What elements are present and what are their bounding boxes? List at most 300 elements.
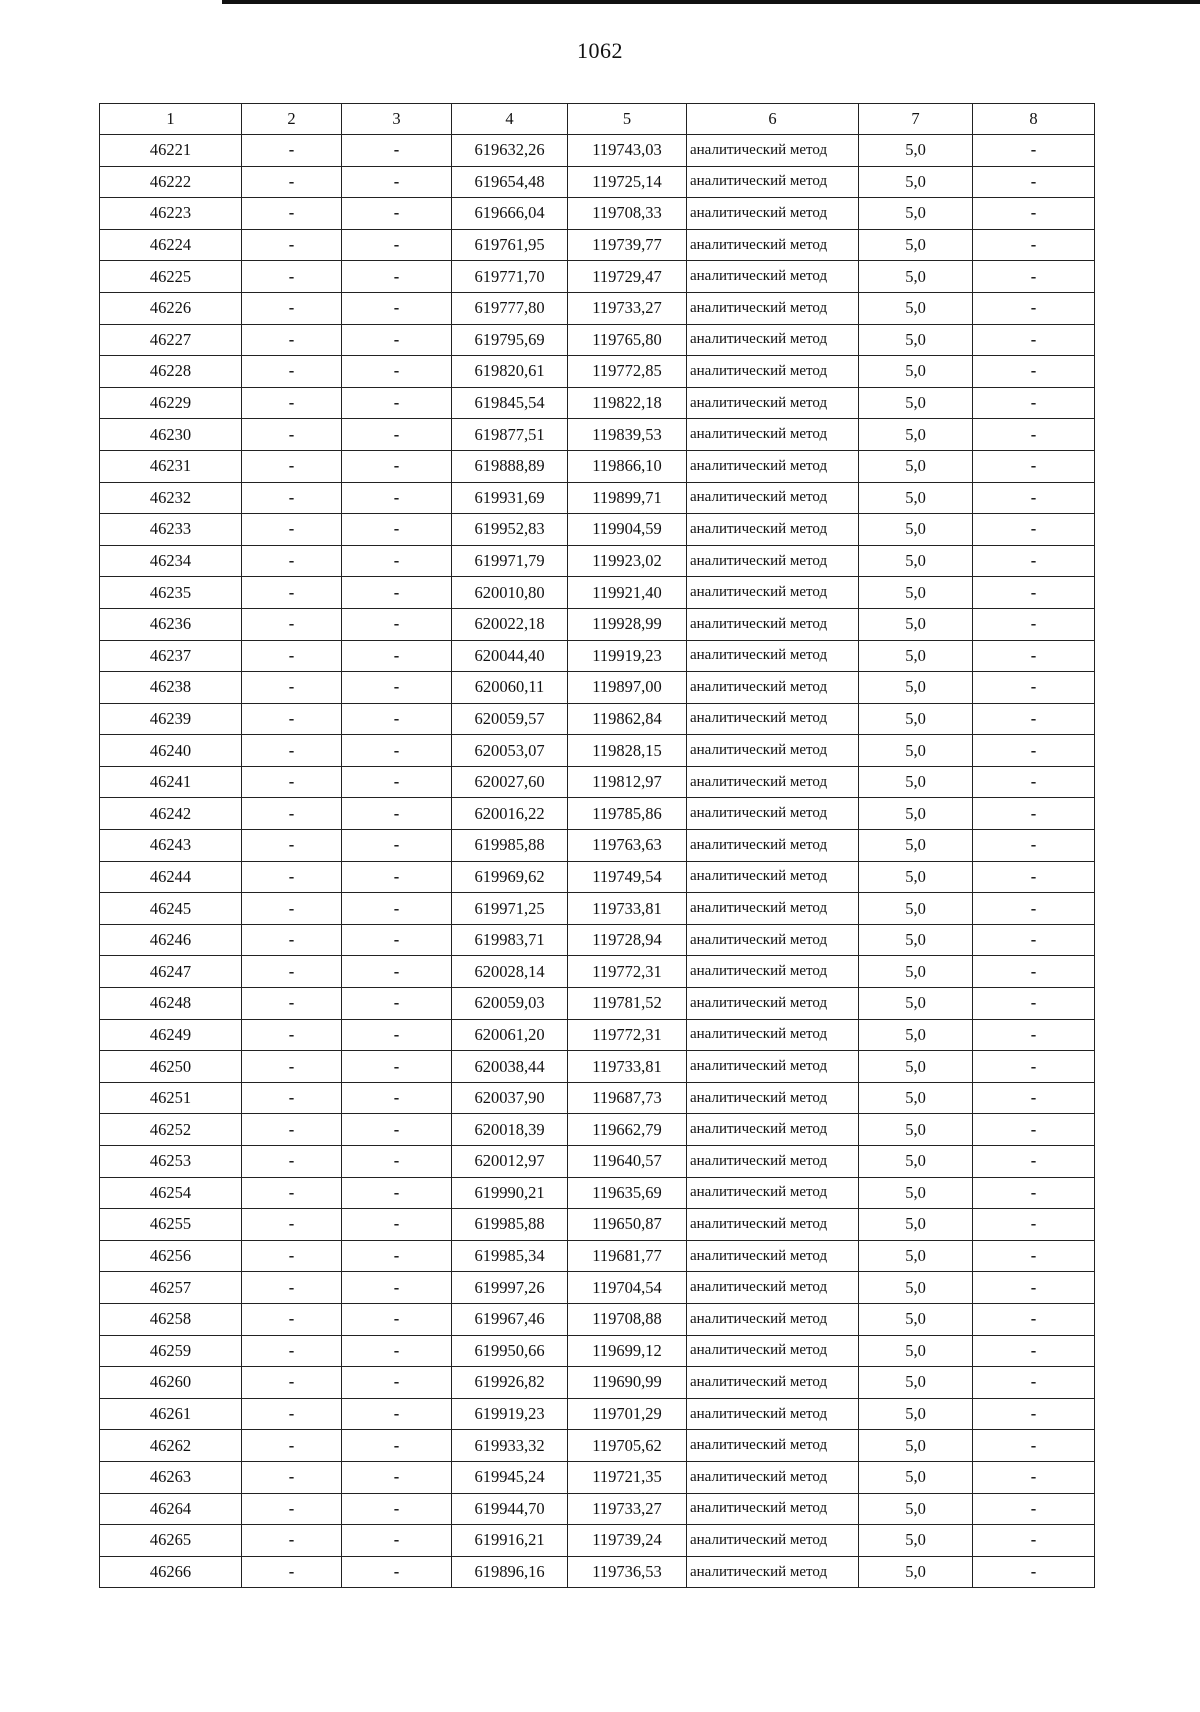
col8-cell: -: [973, 450, 1095, 482]
method-cell: аналитический метод: [687, 672, 859, 704]
col2-cell: -: [242, 450, 342, 482]
y-coordinate-cell: 119765,80: [568, 324, 687, 356]
x-coordinate-cell: 620044,40: [452, 640, 568, 672]
accuracy-cell: 5,0: [859, 1114, 973, 1146]
point-number-cell: 46248: [100, 988, 242, 1020]
column-header: 7: [859, 104, 973, 135]
accuracy-cell: 5,0: [859, 1177, 973, 1209]
point-number-cell: 46255: [100, 1209, 242, 1241]
table-row: [100, 229, 1095, 261]
method-cell: аналитический метод: [687, 830, 859, 862]
point-number-cell: 46256: [100, 1240, 242, 1272]
method-cell: аналитический метод: [687, 640, 859, 672]
accuracy-cell: 5,0: [859, 1051, 973, 1083]
y-coordinate-cell: 119699,12: [568, 1335, 687, 1367]
col3-cell: -: [342, 640, 452, 672]
table-row: [100, 1082, 1095, 1114]
table-row: [100, 324, 1095, 356]
y-coordinate-cell: 119923,02: [568, 545, 687, 577]
col2-cell: -: [242, 1556, 342, 1588]
method-cell: аналитический метод: [687, 1398, 859, 1430]
accuracy-cell: 5,0: [859, 766, 973, 798]
x-coordinate-cell: 619926,82: [452, 1367, 568, 1399]
method-cell: аналитический метод: [687, 450, 859, 482]
y-coordinate-cell: 119721,35: [568, 1461, 687, 1493]
table-row: [100, 387, 1095, 419]
col8-cell: -: [973, 830, 1095, 862]
x-coordinate-cell: 619950,66: [452, 1335, 568, 1367]
coordinates-table: [99, 103, 1095, 1588]
table-row: [100, 1114, 1095, 1146]
accuracy-cell: 5,0: [859, 640, 973, 672]
col2-cell: -: [242, 1146, 342, 1178]
method-cell: аналитический метод: [687, 292, 859, 324]
col2-cell: -: [242, 1019, 342, 1051]
x-coordinate-cell: 619971,79: [452, 545, 568, 577]
accuracy-cell: 5,0: [859, 1303, 973, 1335]
table-row: [100, 1493, 1095, 1525]
point-number-cell: 46234: [100, 545, 242, 577]
col3-cell: -: [342, 766, 452, 798]
x-coordinate-cell: 619985,88: [452, 1209, 568, 1241]
point-number-cell: 46247: [100, 956, 242, 988]
col2-cell: -: [242, 924, 342, 956]
x-coordinate-cell: 619820,61: [452, 356, 568, 388]
col3-cell: -: [342, 1556, 452, 1588]
col8-cell: -: [973, 798, 1095, 830]
accuracy-cell: 5,0: [859, 1082, 973, 1114]
col8-cell: -: [973, 1177, 1095, 1209]
table-row: [100, 1240, 1095, 1272]
col8-cell: -: [973, 1398, 1095, 1430]
y-coordinate-cell: 119781,52: [568, 988, 687, 1020]
x-coordinate-cell: 619931,69: [452, 482, 568, 514]
y-coordinate-cell: 119650,87: [568, 1209, 687, 1241]
x-coordinate-cell: 619983,71: [452, 924, 568, 956]
accuracy-cell: 5,0: [859, 1398, 973, 1430]
x-coordinate-cell: 620059,03: [452, 988, 568, 1020]
col8-cell: -: [973, 419, 1095, 451]
table-row: [100, 419, 1095, 451]
col3-cell: -: [342, 1082, 452, 1114]
table-row: [100, 798, 1095, 830]
method-cell: аналитический метод: [687, 861, 859, 893]
table-row: [100, 577, 1095, 609]
col8-cell: -: [973, 166, 1095, 198]
x-coordinate-cell: 619916,21: [452, 1525, 568, 1557]
x-coordinate-cell: 620061,20: [452, 1019, 568, 1051]
table-row: [100, 1556, 1095, 1588]
point-number-cell: 46233: [100, 514, 242, 546]
accuracy-cell: 5,0: [859, 1430, 973, 1462]
col3-cell: -: [342, 956, 452, 988]
accuracy-cell: 5,0: [859, 514, 973, 546]
x-coordinate-cell: 619971,25: [452, 893, 568, 925]
table-row: [100, 830, 1095, 862]
x-coordinate-cell: 619632,26: [452, 135, 568, 167]
table-row: [100, 356, 1095, 388]
x-coordinate-cell: 619666,04: [452, 198, 568, 230]
table-row: [100, 861, 1095, 893]
col3-cell: -: [342, 1493, 452, 1525]
y-coordinate-cell: 119862,84: [568, 703, 687, 735]
x-coordinate-cell: 619933,32: [452, 1430, 568, 1462]
x-coordinate-cell: 619888,89: [452, 450, 568, 482]
col2-cell: -: [242, 956, 342, 988]
point-number-cell: 46244: [100, 861, 242, 893]
col3-cell: -: [342, 608, 452, 640]
y-coordinate-cell: 119640,57: [568, 1146, 687, 1178]
col8-cell: -: [973, 1146, 1095, 1178]
col2-cell: -: [242, 703, 342, 735]
point-number-cell: 46229: [100, 387, 242, 419]
x-coordinate-cell: 619969,62: [452, 861, 568, 893]
col3-cell: -: [342, 735, 452, 767]
accuracy-cell: 5,0: [859, 988, 973, 1020]
col8-cell: -: [973, 703, 1095, 735]
accuracy-cell: 5,0: [859, 1146, 973, 1178]
method-cell: аналитический метод: [687, 1272, 859, 1304]
col2-cell: -: [242, 640, 342, 672]
col8-cell: -: [973, 956, 1095, 988]
method-cell: аналитический метод: [687, 1051, 859, 1083]
y-coordinate-cell: 119743,03: [568, 135, 687, 167]
col3-cell: -: [342, 419, 452, 451]
y-coordinate-cell: 119899,71: [568, 482, 687, 514]
y-coordinate-cell: 119733,27: [568, 292, 687, 324]
point-number-cell: 46221: [100, 135, 242, 167]
point-number-cell: 46263: [100, 1461, 242, 1493]
col8-cell: -: [973, 1367, 1095, 1399]
col2-cell: -: [242, 229, 342, 261]
method-cell: аналитический метод: [687, 166, 859, 198]
y-coordinate-cell: 119785,86: [568, 798, 687, 830]
table-row: [100, 1019, 1095, 1051]
col3-cell: -: [342, 988, 452, 1020]
col8-cell: -: [973, 1240, 1095, 1272]
x-coordinate-cell: 619967,46: [452, 1303, 568, 1335]
column-header: 4: [452, 104, 568, 135]
col8-cell: -: [973, 135, 1095, 167]
point-number-cell: 46253: [100, 1146, 242, 1178]
x-coordinate-cell: 620016,22: [452, 798, 568, 830]
point-number-cell: 46264: [100, 1493, 242, 1525]
col2-cell: -: [242, 1272, 342, 1304]
col8-cell: -: [973, 577, 1095, 609]
x-coordinate-cell: 620028,14: [452, 956, 568, 988]
method-cell: аналитический метод: [687, 766, 859, 798]
col8-cell: -: [973, 1303, 1095, 1335]
col3-cell: -: [342, 1146, 452, 1178]
table-row: [100, 1525, 1095, 1557]
table-row: [100, 198, 1095, 230]
accuracy-cell: 5,0: [859, 482, 973, 514]
col2-cell: -: [242, 1240, 342, 1272]
point-number-cell: 46225: [100, 261, 242, 293]
y-coordinate-cell: 119763,63: [568, 830, 687, 862]
table-row: [100, 703, 1095, 735]
col8-cell: -: [973, 1114, 1095, 1146]
accuracy-cell: 5,0: [859, 356, 973, 388]
col8-cell: -: [973, 1493, 1095, 1525]
col3-cell: -: [342, 198, 452, 230]
method-cell: аналитический метод: [687, 1114, 859, 1146]
table-row: [100, 1209, 1095, 1241]
col2-cell: -: [242, 135, 342, 167]
col2-cell: -: [242, 1493, 342, 1525]
col8-cell: -: [973, 766, 1095, 798]
col2-cell: -: [242, 1461, 342, 1493]
y-coordinate-cell: 119772,31: [568, 1019, 687, 1051]
col3-cell: -: [342, 166, 452, 198]
col8-cell: -: [973, 1082, 1095, 1114]
y-coordinate-cell: 119708,88: [568, 1303, 687, 1335]
y-coordinate-cell: 119921,40: [568, 577, 687, 609]
col2-cell: -: [242, 1082, 342, 1114]
point-number-cell: 46240: [100, 735, 242, 767]
accuracy-cell: 5,0: [859, 861, 973, 893]
col2-cell: -: [242, 324, 342, 356]
col3-cell: -: [342, 545, 452, 577]
y-coordinate-cell: 119828,15: [568, 735, 687, 767]
table-row: [100, 1335, 1095, 1367]
col8-cell: -: [973, 1556, 1095, 1588]
col2-cell: -: [242, 545, 342, 577]
col8-cell: -: [973, 198, 1095, 230]
method-cell: аналитический метод: [687, 924, 859, 956]
point-number-cell: 46231: [100, 450, 242, 482]
table-row: [100, 988, 1095, 1020]
x-coordinate-cell: 619795,69: [452, 324, 568, 356]
table-row: [100, 608, 1095, 640]
accuracy-cell: 5,0: [859, 1272, 973, 1304]
col3-cell: -: [342, 1272, 452, 1304]
x-coordinate-cell: 619845,54: [452, 387, 568, 419]
column-header: 2: [242, 104, 342, 135]
x-coordinate-cell: 619945,24: [452, 1461, 568, 1493]
col8-cell: -: [973, 672, 1095, 704]
x-coordinate-cell: 619771,70: [452, 261, 568, 293]
method-cell: аналитический метод: [687, 1082, 859, 1114]
method-cell: аналитический метод: [687, 1493, 859, 1525]
col3-cell: -: [342, 1303, 452, 1335]
x-coordinate-cell: 619985,88: [452, 830, 568, 862]
method-cell: аналитический метод: [687, 419, 859, 451]
col2-cell: -: [242, 292, 342, 324]
col2-cell: -: [242, 1114, 342, 1146]
point-number-cell: 46239: [100, 703, 242, 735]
method-cell: аналитический метод: [687, 356, 859, 388]
x-coordinate-cell: 620022,18: [452, 608, 568, 640]
y-coordinate-cell: 119729,47: [568, 261, 687, 293]
method-cell: аналитический метод: [687, 956, 859, 988]
col3-cell: -: [342, 1019, 452, 1051]
accuracy-cell: 5,0: [859, 1335, 973, 1367]
point-number-cell: 46245: [100, 893, 242, 925]
y-coordinate-cell: 119897,00: [568, 672, 687, 704]
y-coordinate-cell: 119635,69: [568, 1177, 687, 1209]
col8-cell: -: [973, 482, 1095, 514]
accuracy-cell: 5,0: [859, 830, 973, 862]
col2-cell: -: [242, 672, 342, 704]
col2-cell: -: [242, 988, 342, 1020]
y-coordinate-cell: 119822,18: [568, 387, 687, 419]
y-coordinate-cell: 119919,23: [568, 640, 687, 672]
col3-cell: -: [342, 1177, 452, 1209]
col8-cell: -: [973, 608, 1095, 640]
col2-cell: -: [242, 514, 342, 546]
method-cell: аналитический метод: [687, 735, 859, 767]
column-header: 3: [342, 104, 452, 135]
method-cell: аналитический метод: [687, 988, 859, 1020]
point-number-cell: 46223: [100, 198, 242, 230]
col3-cell: -: [342, 861, 452, 893]
table-row: [100, 1177, 1095, 1209]
table-row: [100, 893, 1095, 925]
accuracy-cell: 5,0: [859, 735, 973, 767]
x-coordinate-cell: 619761,95: [452, 229, 568, 261]
method-cell: аналитический метод: [687, 1019, 859, 1051]
page-number: 1062: [577, 38, 623, 63]
point-number-cell: 46252: [100, 1114, 242, 1146]
col2-cell: -: [242, 1430, 342, 1462]
col2-cell: -: [242, 387, 342, 419]
col3-cell: -: [342, 1398, 452, 1430]
col3-cell: -: [342, 672, 452, 704]
method-cell: аналитический метод: [687, 261, 859, 293]
col2-cell: -: [242, 861, 342, 893]
x-coordinate-cell: 620010,80: [452, 577, 568, 609]
y-coordinate-cell: 119739,24: [568, 1525, 687, 1557]
column-header: 5: [568, 104, 687, 135]
table-row: [100, 1051, 1095, 1083]
x-coordinate-cell: 619985,34: [452, 1240, 568, 1272]
accuracy-cell: 5,0: [859, 577, 973, 609]
col8-cell: -: [973, 924, 1095, 956]
col2-cell: -: [242, 261, 342, 293]
col2-cell: -: [242, 577, 342, 609]
x-coordinate-cell: 619919,23: [452, 1398, 568, 1430]
col8-cell: -: [973, 1430, 1095, 1462]
accuracy-cell: 5,0: [859, 608, 973, 640]
column-header: 6: [687, 104, 859, 135]
col8-cell: -: [973, 545, 1095, 577]
point-number-cell: 46230: [100, 419, 242, 451]
accuracy-cell: 5,0: [859, 545, 973, 577]
col2-cell: -: [242, 1177, 342, 1209]
method-cell: аналитический метод: [687, 1367, 859, 1399]
x-coordinate-cell: 619877,51: [452, 419, 568, 451]
method-cell: аналитический метод: [687, 1240, 859, 1272]
method-cell: аналитический метод: [687, 229, 859, 261]
table-row: [100, 292, 1095, 324]
table-row: [100, 735, 1095, 767]
y-coordinate-cell: 119708,33: [568, 198, 687, 230]
table-row: [100, 135, 1095, 167]
col3-cell: -: [342, 292, 452, 324]
col8-cell: -: [973, 229, 1095, 261]
point-number-cell: 46249: [100, 1019, 242, 1051]
accuracy-cell: 5,0: [859, 419, 973, 451]
x-coordinate-cell: 619896,16: [452, 1556, 568, 1588]
col2-cell: -: [242, 735, 342, 767]
col8-cell: -: [973, 1525, 1095, 1557]
x-coordinate-cell: 620027,60: [452, 766, 568, 798]
x-coordinate-cell: 620018,39: [452, 1114, 568, 1146]
x-coordinate-cell: 620053,07: [452, 735, 568, 767]
col8-cell: -: [973, 387, 1095, 419]
accuracy-cell: 5,0: [859, 1240, 973, 1272]
col3-cell: -: [342, 387, 452, 419]
table-row: [100, 514, 1095, 546]
y-coordinate-cell: 119749,54: [568, 861, 687, 893]
method-cell: аналитический метод: [687, 324, 859, 356]
col8-cell: -: [973, 292, 1095, 324]
column-header: 1: [100, 104, 242, 135]
y-coordinate-cell: 119739,77: [568, 229, 687, 261]
y-coordinate-cell: 119772,85: [568, 356, 687, 388]
y-coordinate-cell: 119728,94: [568, 924, 687, 956]
col3-cell: -: [342, 1461, 452, 1493]
point-number-cell: 46261: [100, 1398, 242, 1430]
y-coordinate-cell: 119681,77: [568, 1240, 687, 1272]
y-coordinate-cell: 119736,53: [568, 1556, 687, 1588]
x-coordinate-cell: 619997,26: [452, 1272, 568, 1304]
accuracy-cell: 5,0: [859, 166, 973, 198]
col2-cell: -: [242, 1367, 342, 1399]
table-row: [100, 261, 1095, 293]
y-coordinate-cell: 119904,59: [568, 514, 687, 546]
y-coordinate-cell: 119701,29: [568, 1398, 687, 1430]
accuracy-cell: 5,0: [859, 1556, 973, 1588]
col8-cell: -: [973, 1461, 1095, 1493]
col3-cell: -: [342, 324, 452, 356]
top-border-rule: [222, 0, 1200, 4]
point-number-cell: 46259: [100, 1335, 242, 1367]
x-coordinate-cell: 619944,70: [452, 1493, 568, 1525]
method-cell: аналитический метод: [687, 1556, 859, 1588]
accuracy-cell: 5,0: [859, 956, 973, 988]
y-coordinate-cell: 119928,99: [568, 608, 687, 640]
table-row: [100, 924, 1095, 956]
col3-cell: -: [342, 924, 452, 956]
point-number-cell: 46257: [100, 1272, 242, 1304]
method-cell: аналитический метод: [687, 1177, 859, 1209]
accuracy-cell: 5,0: [859, 387, 973, 419]
method-cell: аналитический метод: [687, 577, 859, 609]
point-number-cell: 46254: [100, 1177, 242, 1209]
col3-cell: -: [342, 450, 452, 482]
table-row: [100, 1461, 1095, 1493]
point-number-cell: 46260: [100, 1367, 242, 1399]
point-number-cell: 46241: [100, 766, 242, 798]
method-cell: аналитический метод: [687, 482, 859, 514]
col2-cell: -: [242, 356, 342, 388]
col2-cell: -: [242, 166, 342, 198]
point-number-cell: 46227: [100, 324, 242, 356]
method-cell: аналитический метод: [687, 893, 859, 925]
method-cell: аналитический метод: [687, 514, 859, 546]
col3-cell: -: [342, 514, 452, 546]
col3-cell: -: [342, 1240, 452, 1272]
method-cell: аналитический метод: [687, 1461, 859, 1493]
method-cell: аналитический метод: [687, 703, 859, 735]
table-row: [100, 640, 1095, 672]
col3-cell: -: [342, 577, 452, 609]
point-number-cell: 46251: [100, 1082, 242, 1114]
accuracy-cell: 5,0: [859, 893, 973, 925]
method-cell: аналитический метод: [687, 1335, 859, 1367]
